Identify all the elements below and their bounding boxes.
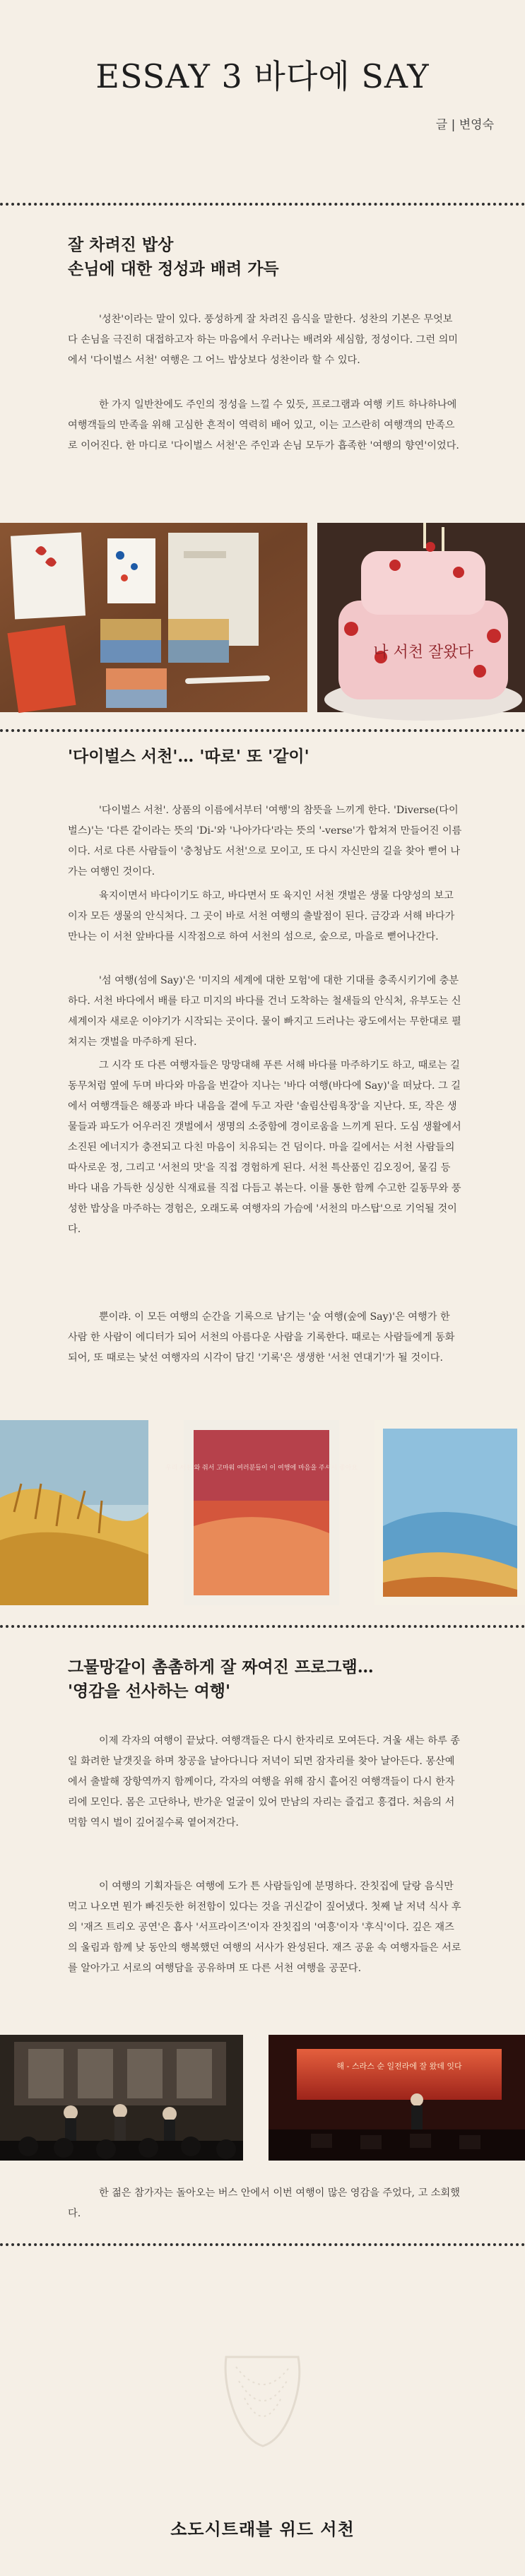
dotted-divider [0,1625,525,1628]
section1-heading [68,233,464,281]
painting-card-2 [165,1420,358,1605]
section3-paragraph-3: 한 젊은 참가자는 돌아오는 버스 안에서 이번 여행이 많은 영감을 주었다, 고 소회했다. [68,2187,460,2219]
cake-text: 나 서천 잘왔다 [373,644,473,661]
section2-heading: '다이벌스 서천'… '따로' 또 '같이' [68,747,309,766]
painting-card-3 [374,1420,525,1605]
section3-heading-line2: '영감을 선사하는 여행' [68,1682,231,1701]
dotted-divider [0,203,525,206]
section2-paragraph-2: 육지이면서 바다이기도 하고, 바다면서 또 육지인 서천 갯벌은 생물 다양성의 보고이자 모든 생물의 안식처다. 그 곳이 바로 서천 여행의 출발점이 된다. 금강과 서해 바다가 만나는 이 서천 앞바다를 시작점으로 하여 서천의 섬으로, 숲으로, 마을로 뻗어나간다. [68,890,455,943]
section3-paragraph-2: 이 여행의 기획자들은 여행에 도가 튼 사람들임에 분명하다. 잔칫집에 달랑 음식만 먹고 나오면 뭔가 빠진듯한 허전함이 있다는 것을 귀신같이 짚어냈다. 첫째 날 저녁 식사 후의 '재즈 트리오 공연'은 흡사 '서프라이즈'이자 잔칫집의 '여흥'이자 '후식'이다. 깊은 재즈의 울림과 함께 낮 동안의 행복했던 여행의 서사가 완성된다. 재즈 공윤 속 여행자들은 서로를 알아가고 서로의 여행담을 공유하며 또 다른 서천 여행을 공꾼다. [68,1881,461,1974]
postcard-text: 우리 서천 와 줘서 고마워 여러분들이 이 여행에 마음을 주셔서 좋아요 [165,1465,358,1472]
painting-card-1 [0,1420,148,1605]
footer-brand-name: 소도시트래블 위드 서천 [170,2519,355,2539]
section3-heading [68,1655,464,1703]
author-credit: 글 | 변영숙 [435,118,494,132]
stage-banner-text: 해 - 스라스 순 일전라에 잘 왔데 잇다 [336,2062,462,2071]
page-title: ESSAY 3 바다에 SAY [95,57,430,95]
section2-paragraph-5: 뿐이랴. 이 모든 여행의 순간을 기록으로 남기는 '숲 여행(숲에 Say)'은 여행가 한 사람 한 사람이 에디터가 되어 서천의 아름다운 사람을 기록한다. 때로는 사람들에게 동화되어, 또 때로는 낯선 여행자의 시각이 담긴 '기록'은 생생한 '서천 연대기'가 될 것이다. [68,1311,455,1364]
cake-illustration [317,523,525,712]
travel-kit-illustration [0,523,307,712]
section2-paragraph-4: 그 시각 또 다른 여행자들은 망망대해 푸른 서해 바다를 마주하기도 하고, 때로는 길동무처럼 옆에 두며 바다와 마음을 번갈아 지나는 '바다 여행(바다에 Say)'을 떠났다. 그 길에서 여행객들은 해풍과 바다 내음을 곁에 두고 자란 '솔림산림욕장'을 지난다. 또, 작은 생물들과 파도가 어우러진 갯벌에서 생명의 소중함에 경이로움을 느끼게 된다. 도심 생활에서 소진된 에너지가 충전되고 다친 마음이 치유되는 건 덤이다. 마을 길에서는 서천 사람들의 따사로운 정, 그리고 '서천의 맛'을 직접 경험하게 된다. 서천 특산품인 김오징어, 물김 등 바다 내음 가득한 싱싱한 식재료를 직접 다듬고 볶는다. 이를 통한 함께 수고한 길동무와 풍성한 밥상을 마주하는 경험은, 오래도록 여행자의 가슴에 '서천의 마스탑'으로 기억될 것이다. [68,1060,461,1235]
section2-paragraph-3: '섬 여행(섬에 Say)'은 '미지의 세계에 대한 모험'에 대한 기대를 충족시키기에 충분하다. 서천 바다에서 배를 타고 미지의 바다를 건너 도착하는 철새들의 안식처, 유부도는 신세계이자 새로운 이야기가 시작되는 곳이다. 물이 빠지고 드러나는 광도에서는 무한대로 펼쳐지는 갯벌을 마주하게 된다. [68,975,461,1048]
section3-paragraph-1: 이제 각자의 여행이 끝났다. 여행객들은 다시 한자리로 모여든다. 겨울 새는 하루 종일 화려한 날갯짓을 하며 창공을 날아다니다 저녁이 되면 잠자리를 찾아 날아든다. 몽산예에서 출발해 장항역까지 함께이다, 각자의 여행을 위해 잠시 흩어진 여행객들이 다시 한자리에 모인다. 몸은 고단하나, 반가운 얼굴이 있어 만남의 자리는 즐겁고 흥겹다. 처음의 서먹함 역시 벌이 깊어질수록 옅어져간다. [68,1735,460,1828]
section1-paragraph-1: '성찬'이라는 말이 있다. 풍성하게 잘 차려진 음식을 말한다. 성찬의 기본은 무엇보다 손님을 극진히 대접하고자 하는 마음에서 우러나는 배려와 세심함, 정성이다. 그런 의미에서 '다이벌스 서천' 여행은 그 어느 밥상보다 성찬이라 할 수 있다. [68,314,459,366]
stage-photo [269,2035,525,2161]
dotted-divider [0,2243,525,2246]
section1-heading-line2: 손님에 대한 정성과 배려 가득 [68,259,279,278]
jazz-concert-photo [0,2035,243,2161]
section3-heading-line1: 그물망같이 촘촘하게 잘 짜여진 프로그램… [68,1658,374,1677]
sodosi-logo-icon [219,2353,307,2452]
cake-photo [317,523,525,712]
dotted-divider [0,729,525,732]
section1-paragraph-2: 한 가지 일반찬에도 주인의 정성을 느낄 수 있듯, 프로그램과 여행 키트 하나하나에 여행객들의 만족을 위해 고심한 흔적이 역력히 배어 있고, 이는 고스란히 여행객의 만족으로 이어진다. 한 마디로 '다이벌스 서천'은 주인과 손님 모두가 흡족한 '여행의 향연'이었다. [68,399,459,451]
travel-kit-photo [0,523,307,712]
section1-heading-line1: 잘 차려진 밥상 [68,235,174,254]
section2-paragraph-1: '다이벌스 서천'. 상품의 이름에서부터 '여행'의 참뜻을 느끼게 한다. 'Diverse(다이벌스)'는 '다른 같이라는 뜻의 'Di-'와 '나아가다'라는 뜻의 '-verse'가 합쳐져 만들어진 이름이다. 서로 다른 사람들이 '충청남도 서천'으로 모이고, 또 다시 자신만의 길을 찾아 뻗어 나가는 여행인 것이다. [68,805,462,878]
